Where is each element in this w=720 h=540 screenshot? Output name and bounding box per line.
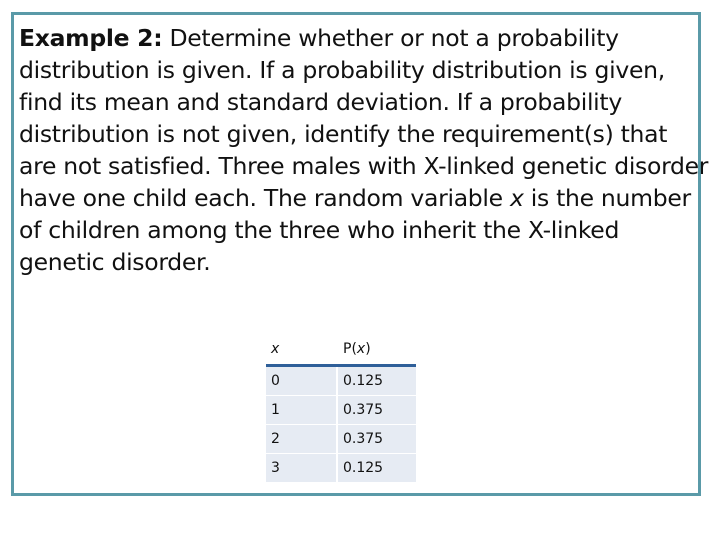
- probability-table: [266, 335, 416, 483]
- header-px-var: x: [356, 341, 366, 357]
- cell-x: 0: [266, 367, 338, 396]
- cell-x: 2: [266, 425, 338, 454]
- cell-x: 3: [266, 454, 338, 483]
- cell-p: 0.125: [338, 367, 416, 396]
- cell-x: 1: [266, 396, 338, 425]
- header-px-suffix: ): [365, 341, 371, 357]
- problem-text-1: Determine whether or not a probability distribution is given. If a probability distribution is given, find its mean and standard deviation. If a probability distribution is not given, identify the requirement(s) that are not satisfied. Three males with X-linked genetic disorder have one child each. The random variable: [19, 24, 709, 212]
- problem-statement: [19, 22, 709, 278]
- table-header-row: [266, 335, 416, 367]
- problem-text-2: is the number of children among the three who inherit the X-linked genetic disorder.: [19, 184, 691, 276]
- problem-variable: x: [509, 184, 524, 212]
- table-row: [266, 454, 416, 483]
- header-x: x: [266, 335, 338, 364]
- table-row: [266, 425, 416, 454]
- cell-p: 0.125: [338, 454, 416, 483]
- cell-p: 0.375: [338, 396, 416, 425]
- table-row: [266, 396, 416, 425]
- header-px: [338, 335, 416, 364]
- cell-p: 0.375: [338, 425, 416, 454]
- example-label: Example 2:: [19, 24, 163, 52]
- header-px-prefix: P(: [343, 341, 357, 357]
- table-row: [266, 367, 416, 396]
